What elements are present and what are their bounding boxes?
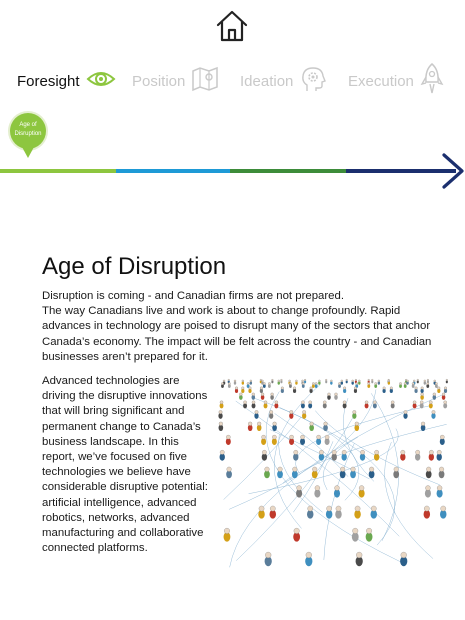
intro-text [42, 289, 432, 365]
stage-label: Ideation [240, 72, 294, 90]
stage-label: Execution [348, 72, 414, 90]
stage-foresight[interactable] [17, 64, 116, 98]
next-button[interactable] [440, 153, 465, 189]
eye-icon [86, 68, 116, 95]
timeline-marker-label: Age of Disruption [14, 122, 42, 137]
intro-paragraph: The way Canadians live and work is about to change profoundly. Rapid advances in technology are poised to disrupt many of the sectors that anchor Canada’s economy. The impact will be felt across the country - and Canadian businesses aren’t prepared for it. [42, 305, 432, 363]
body-paragraph: Advanced technologies are driving the disruptive innovations that will bring significant and permanent change to Canada’s business landscape. In this report, we’ve focused on five technologies we believe have considerable disruptive potential: artificial intelligence, advanced robotics, networks, advanced manufacturing and collaborative connected platforms. [42, 375, 208, 555]
stage-execution[interactable] [348, 64, 444, 98]
chevron-right-icon [440, 153, 465, 189]
stage-navigation [0, 64, 465, 98]
stage-position[interactable] [132, 64, 219, 98]
stage-label: Foresight [17, 72, 80, 90]
map-icon [191, 66, 219, 97]
timeline-segment-foresight [0, 169, 116, 173]
timeline-segment-ideation [230, 169, 346, 173]
rocket-icon [420, 62, 444, 101]
stage-label: Position [132, 72, 186, 90]
home-button[interactable] [214, 8, 250, 44]
page-title: Age of Disruption [42, 253, 227, 280]
intro-lead: Disruption is coming - and Canadian firms are not prepared. [42, 290, 345, 302]
stage-ideation[interactable] [240, 64, 327, 98]
head-gear-icon [299, 65, 327, 98]
crowd-network-illustration [218, 374, 450, 574]
timeline-marker[interactable] [7, 110, 49, 162]
home-icon [214, 8, 250, 44]
timeline-segment-position [116, 169, 230, 173]
